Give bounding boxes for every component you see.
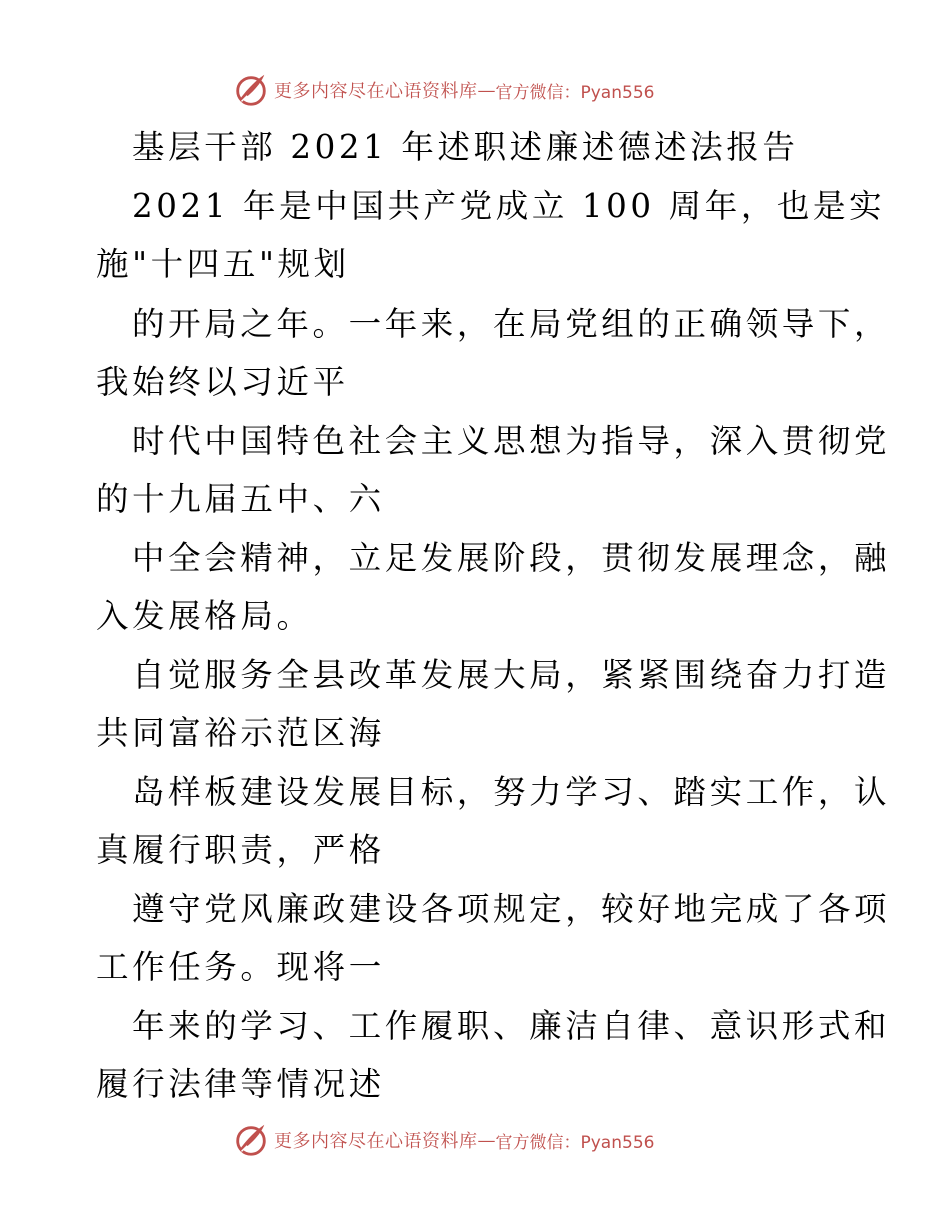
header-banner	[232, 70, 712, 110]
paragraph-line: 履行法律等情况述	[96, 1065, 385, 1103]
paragraph-line: 自觉服务全县改革发展大局，紧紧围绕奋力打造	[132, 656, 891, 694]
paragraph-line: 真履行职责，严格	[96, 831, 385, 869]
banner-separator: —	[477, 1129, 496, 1151]
banner-contact: 官方微信：Pyan556	[495, 82, 655, 103]
banner-text: 更多内容尽在心语资料库	[274, 81, 478, 102]
paragraph-line: 我始终以习近平	[96, 363, 349, 401]
paragraph-line: 2021 年是中国共产党成立 100 周年，也是实	[132, 187, 886, 225]
paragraph-line: 年来的学习、工作履职、廉洁自律、意识形式和	[132, 1007, 891, 1045]
document-title: 基层干部 2021 年述职述廉述德述法报告	[132, 128, 799, 166]
paragraph-line: 施"十四五"规划	[96, 245, 350, 283]
banner-text: 更多内容尽在心语资料库	[274, 1131, 478, 1152]
paragraph-line: 中全会精神，立足发展阶段，贯彻发展理念，融	[132, 539, 891, 577]
paragraph-line: 的十九届五中、六	[96, 480, 385, 518]
quill-pen-icon	[232, 71, 270, 109]
paragraph-line: 遵守党风廉政建设各项规定，较好地完成了各项	[132, 890, 891, 928]
paragraph-line: 时代中国特色社会主义思想为指导，深入贯彻党	[132, 422, 891, 460]
banner-separator: —	[477, 79, 496, 101]
banner-contact: 官方微信：Pyan556	[495, 1132, 655, 1153]
paragraph-line: 共同富裕示范区海	[96, 714, 385, 752]
paragraph-line: 入发展格局。	[96, 597, 313, 635]
quill-pen-icon	[232, 1121, 270, 1159]
footer-banner	[232, 1120, 712, 1160]
paragraph-line: 的开局之年。一年来，在局党组的正确领导下，	[132, 305, 891, 343]
paragraph-line: 岛样板建设发展目标，努力学习、踏实工作，认	[132, 773, 891, 811]
paragraph-line: 工作任务。现将一	[96, 948, 385, 986]
